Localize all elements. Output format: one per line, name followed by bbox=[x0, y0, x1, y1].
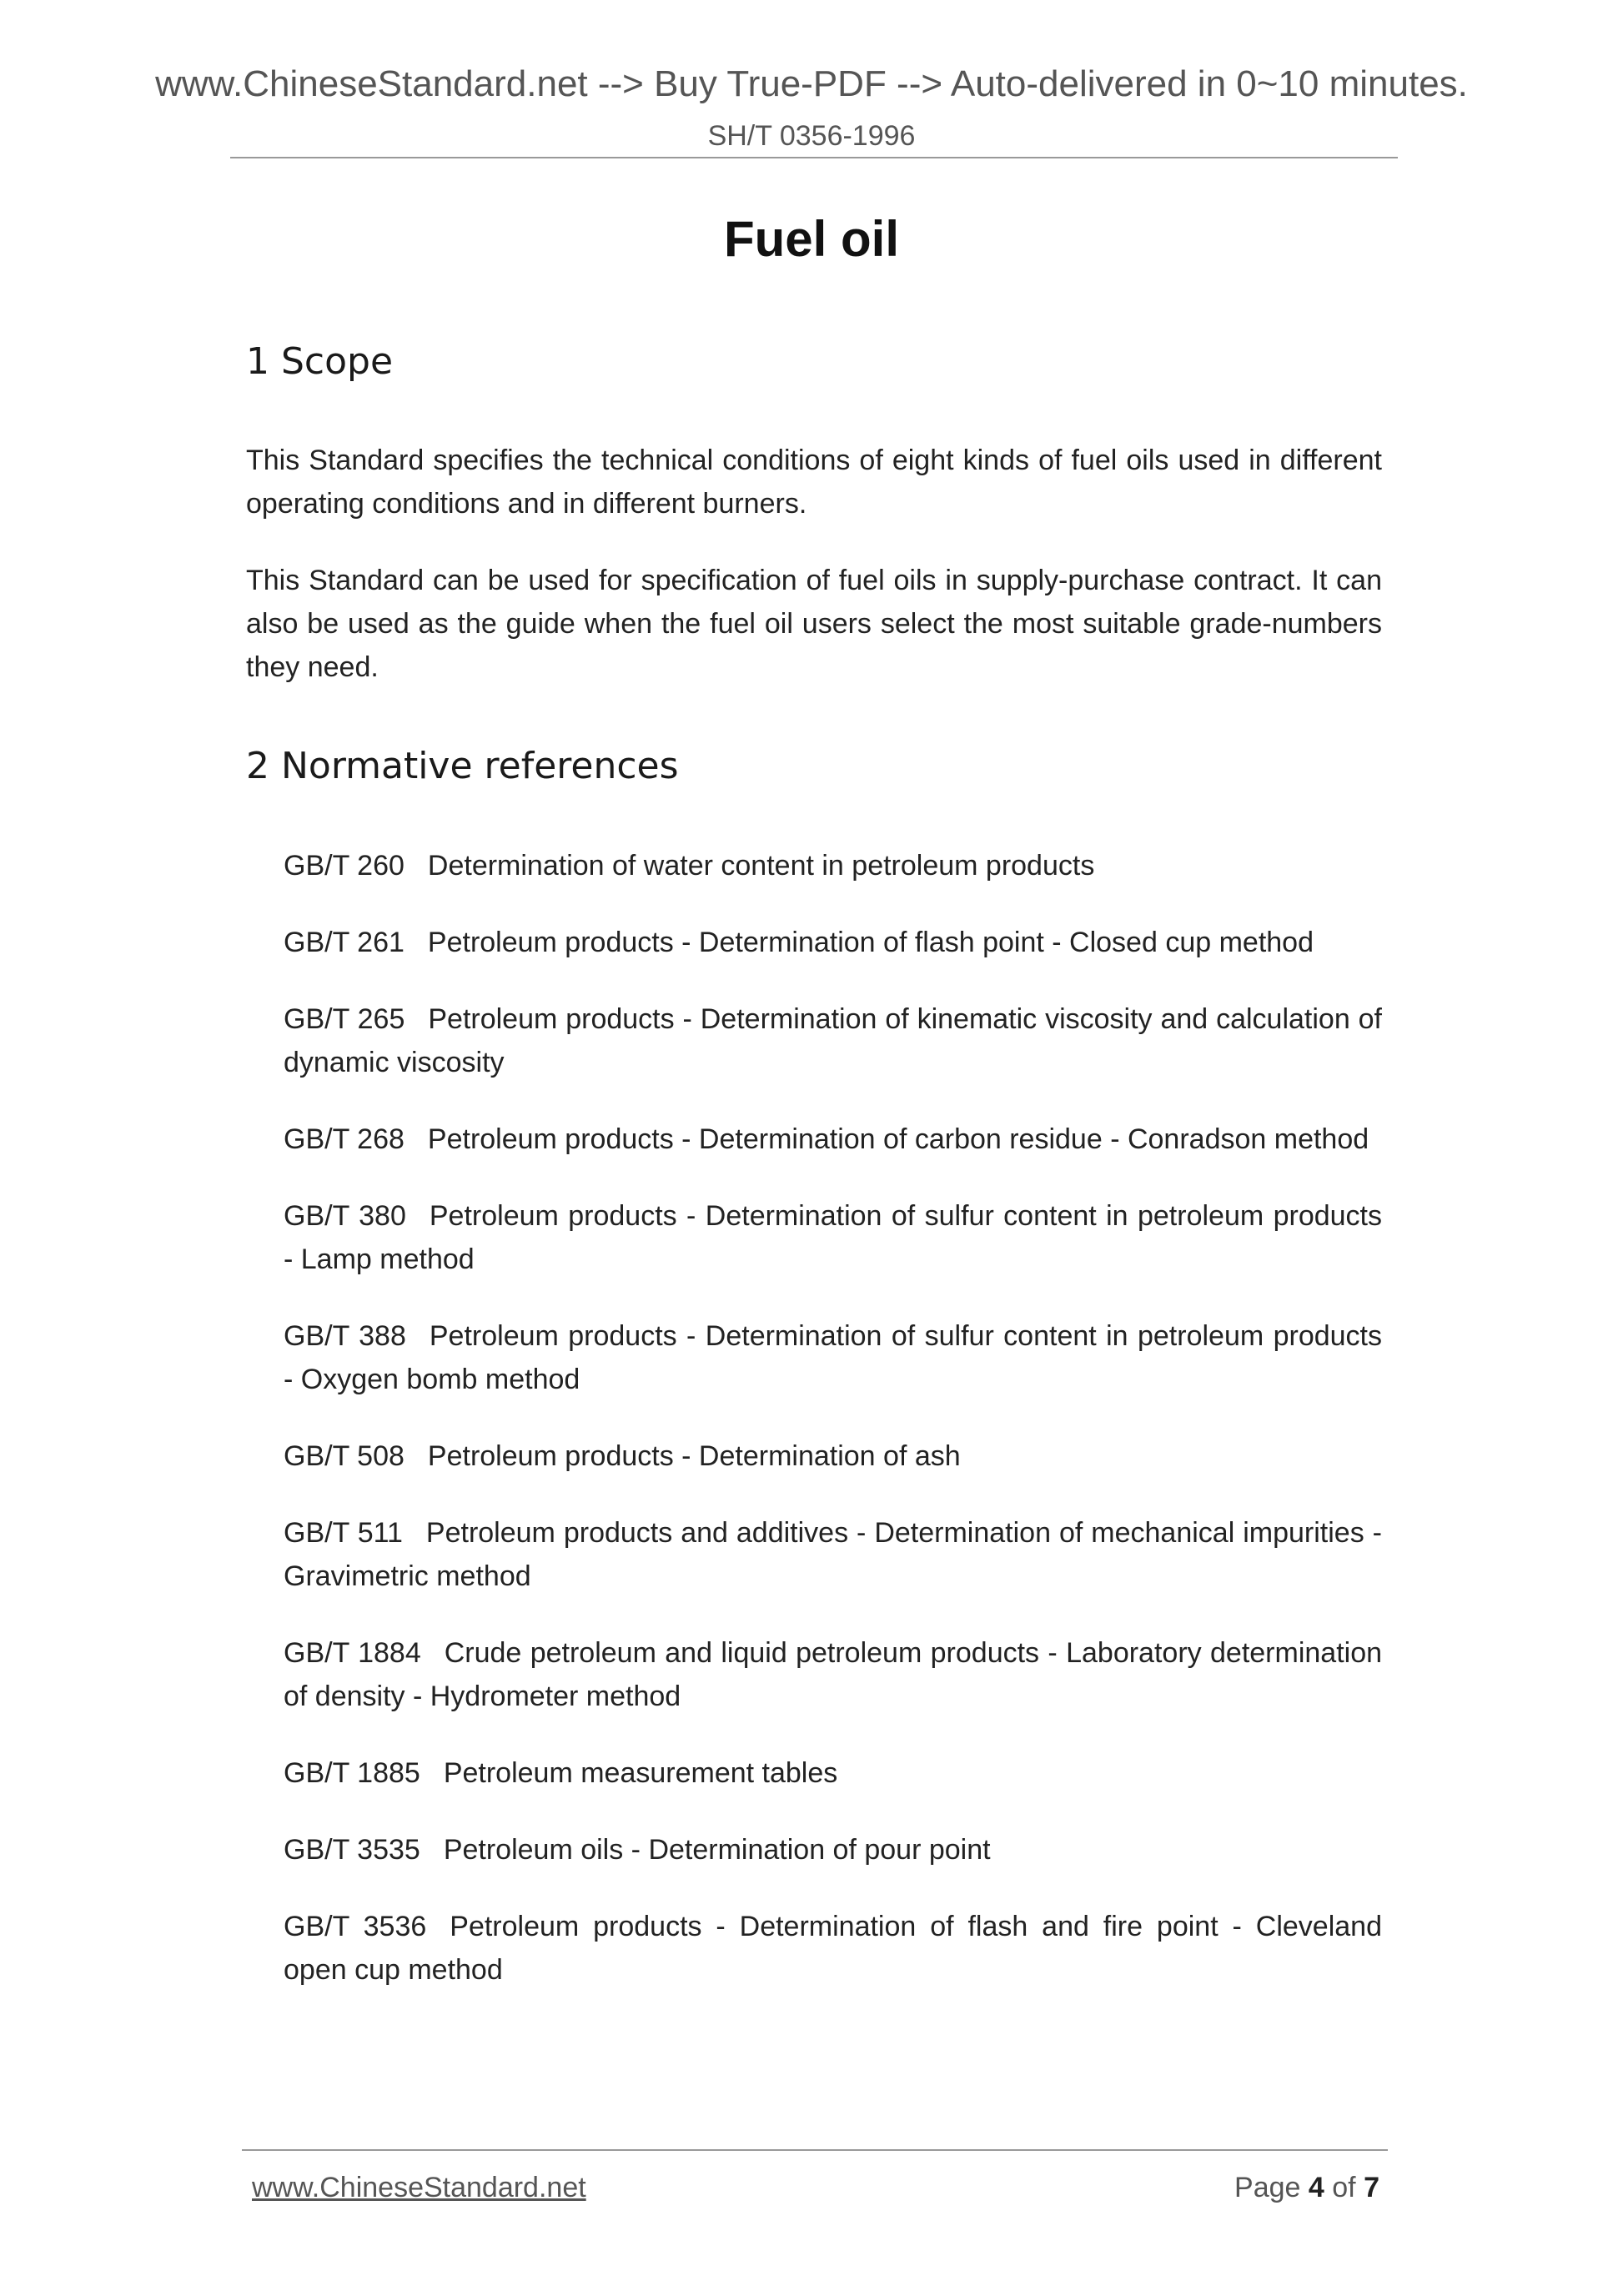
reference-code: GB/T 261 bbox=[284, 927, 404, 958]
reference-code: GB/T 380 bbox=[284, 1200, 406, 1232]
page-current: 4 bbox=[1308, 2172, 1324, 2203]
reference-code: GB/T 3535 bbox=[284, 1834, 420, 1866]
reference-item bbox=[284, 844, 1382, 887]
document-title: Fuel oil bbox=[724, 211, 899, 267]
reference-title: Petroleum products - Determination of kinematic viscosity and calculation of dynamic viscosity bbox=[284, 1003, 1382, 1078]
reference-code: GB/T 508 bbox=[284, 1440, 404, 1472]
section-heading-normative-references: 2 Normative references bbox=[246, 745, 679, 787]
scope-paragraph-1: This Standard specifies the technical conditions of eight kinds of fuel oils used in different operating conditions and in different burners. bbox=[246, 445, 1382, 520]
reference-code: GB/T 260 bbox=[284, 850, 404, 882]
reference-list bbox=[284, 844, 1382, 2025]
reference-title: Petroleum products and additives - Determination of mechanical impurities - Gravimetric method bbox=[284, 1517, 1382, 1592]
reference-title: Petroleum products - Determination of ash bbox=[427, 1440, 961, 1472]
reference-item bbox=[284, 1118, 1382, 1161]
reference-title: Petroleum products - Determination of sulfur content in petroleum products - Oxygen bomb method bbox=[284, 1320, 1382, 1395]
reference-item bbox=[284, 997, 1382, 1084]
reference-item bbox=[284, 921, 1382, 964]
reference-title: Petroleum products - Determination of sulfur content in petroleum products - Lamp method bbox=[284, 1200, 1382, 1275]
reference-item bbox=[284, 1905, 1382, 1992]
reference-code: GB/T 1884 bbox=[284, 1637, 421, 1669]
reference-title: Petroleum measurement tables bbox=[443, 1757, 838, 1789]
reference-item bbox=[284, 1511, 1382, 1598]
footer-divider bbox=[242, 2149, 1388, 2151]
page-total: 7 bbox=[1364, 2172, 1379, 2203]
reference-title: Determination of water content in petroleum products bbox=[427, 850, 1095, 882]
standard-code: SH/T 0356-1996 bbox=[707, 120, 916, 152]
scope-paragraph-2: This Standard can be used for specification of fuel oils in supply-purchase contract. It can also be used as the guide when the fuel oil users select the most suitable grade-numbers they need. bbox=[246, 565, 1382, 683]
reference-item bbox=[284, 1751, 1382, 1795]
page-number bbox=[1234, 2172, 1379, 2204]
footer-site-link[interactable]: www.ChineseStandard.net bbox=[252, 2172, 586, 2203]
header-divider bbox=[230, 157, 1398, 158]
reference-item bbox=[284, 1828, 1382, 1871]
reference-code: GB/T 511 bbox=[284, 1517, 403, 1549]
reference-title: Petroleum products - Determination of flash point - Closed cup method bbox=[427, 927, 1314, 958]
reference-item bbox=[284, 1314, 1382, 1401]
page-of: of bbox=[1332, 2172, 1356, 2203]
reference-item bbox=[284, 1434, 1382, 1478]
reference-code: GB/T 1885 bbox=[284, 1757, 420, 1789]
reference-item bbox=[284, 1194, 1382, 1281]
reference-title: Petroleum oils - Determination of pour point bbox=[443, 1834, 991, 1866]
reference-title: Petroleum products - Determination of carbon residue - Conradson method bbox=[427, 1123, 1369, 1155]
reference-code: GB/T 3536 bbox=[284, 1911, 427, 1942]
reference-code: GB/T 388 bbox=[284, 1320, 406, 1352]
section-heading-scope: 1 Scope bbox=[246, 340, 394, 383]
page-prefix: Page bbox=[1234, 2172, 1301, 2203]
site-banner: www.ChineseStandard.net --> Buy True-PDF --> Auto-delivered in 0~10 minutes. bbox=[155, 63, 1468, 104]
reference-code: GB/T 268 bbox=[284, 1123, 404, 1155]
reference-code: GB/T 265 bbox=[284, 1003, 405, 1035]
reference-title: Petroleum products - Determination of flash and fire point - Cleveland open cup method bbox=[284, 1911, 1382, 1986]
reference-title: Crude petroleum and liquid petroleum products - Laboratory determination of density - Hydrometer method bbox=[284, 1637, 1383, 1712]
reference-item bbox=[284, 1631, 1382, 1718]
